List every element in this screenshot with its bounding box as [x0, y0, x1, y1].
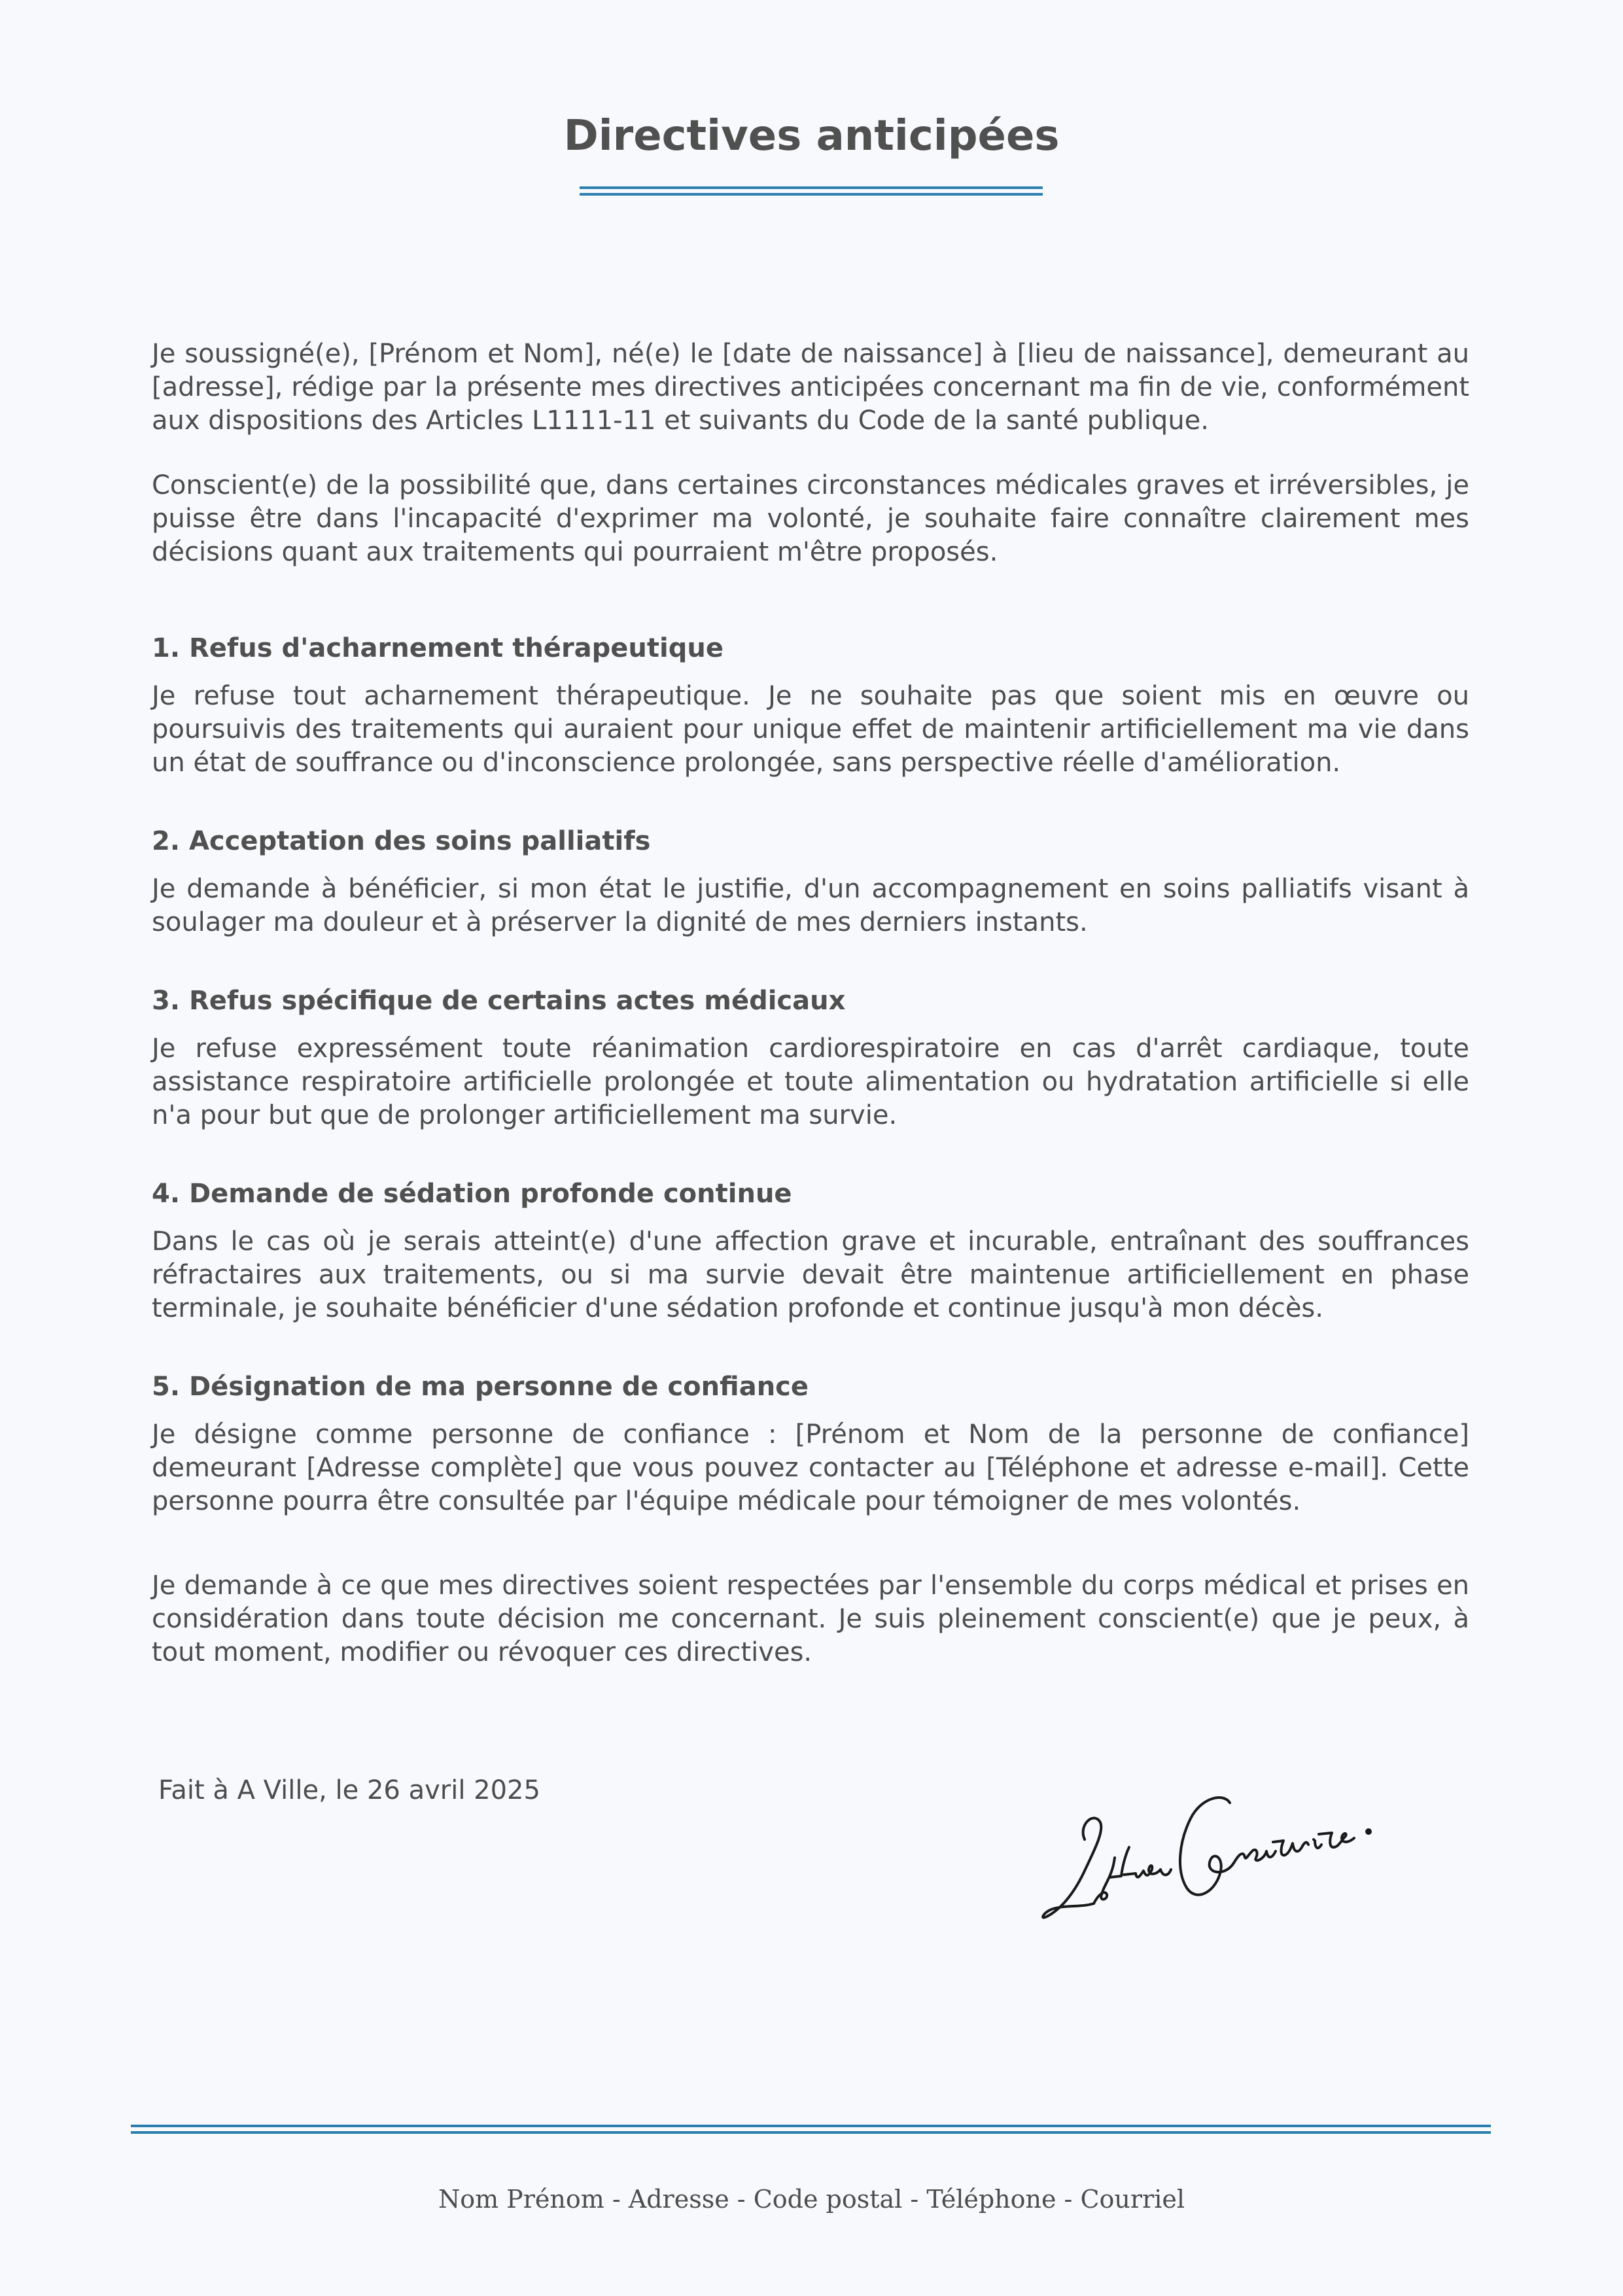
section-heading-3: 3. Refus spécifique de certains actes médicaux [152, 986, 846, 1016]
letter-body [152, 338, 1469, 1669]
section-heading-5: 5. Désignation de ma personne de confiance [152, 1372, 809, 1402]
footer-contact-line: Nom Prénom - Adresse - Code postal - Téléphone - Courriel [438, 2185, 1185, 2214]
conclusion-paragraph: Je demande à ce que mes directives soient respectées par l'ensemble du corps médical et prises en considération dans toute décision me concernant. Je suis pleinement conscient(e) que je peux, à tout moment, modifier ou révoquer ces directives. [152, 1571, 1469, 1667]
section-text-2: Je demande à bénéficier, si mon état le justifie, d'un accompagnement en soins palliatifs visant à soulager ma douleur et à préserver la dignité de mes derniers instants. [152, 874, 1469, 937]
title-rule-line-bottom [580, 193, 1043, 196]
title-double-rule [580, 186, 1043, 197]
page-title: Directives anticipées [563, 112, 1060, 160]
footer-double-rule [131, 2125, 1491, 2135]
section-text-4: Dans le cas où je serais atteint(e) d'une affection grave et incurable, entraînant des souffrances réfractaires aux traitements, ou si ma survie devait être maintenue artificiellement en phase terminale, je souhaite bénéficier d'une sédation profonde et continue jusqu'à mon décès. [152, 1226, 1469, 1323]
handwritten-signature [1034, 1779, 1387, 1930]
section-heading-2: 2. Acceptation des soins palliatifs [152, 826, 651, 856]
title-rule-line-top [580, 186, 1043, 189]
section-text-1: Je refuse tout acharnement thérapeutique. Je ne souhaite pas que soient mis en œuvre ou poursuivis des traitements qui auraient pour unique effet de maintenir artificiellement ma vie dans un état de souffrance ou d'inconscience prolongée, sans perspective réelle d'amélioration. [152, 681, 1469, 778]
intro-paragraph-context: Conscient(e) de la possibilité que, dans certaines circonstances médicales graves et irréversibles, je puisse être dans l'incapacité d'exprimer ma volonté, je souhaite faire connaître clairement mes décisions quant aux traitements qui pourraient m'être proposés. [152, 470, 1469, 567]
place-and-date: Fait à A Ville, le 26 avril 2025 [158, 1775, 540, 1805]
section-text-5: Je désigne comme personne de confiance : [Prénom et Nom de la personne de confiance] demeurant [Adresse complète] que vous pouvez contacter au [Téléphone et adresse e-mail]. Cette personne pourra être consultée par l'équipe médicale pour témoigner de mes volontés. [152, 1419, 1469, 1516]
section-heading-1: 1. Refus d'acharnement thérapeutique [152, 633, 724, 663]
footer-rule-line-top [131, 2125, 1491, 2127]
section-heading-4: 4. Demande de sédation profonde continue [152, 1179, 792, 1209]
intro-paragraph-identity: Je soussigné(e), [Prénom et Nom], né(e) le [date de naissance] à [lieu de naissance], demeurant au [adresse], rédige par la présente mes directives anticipées concernant ma fin de vie, conformément aux dispositions des Articles L1111-11 et suivants du Code de la santé publique. [152, 339, 1469, 436]
section-text-3: Je refuse expressément toute réanimation cardiorespiratoire en cas d'arrêt cardiaque, toute assistance respiratoire artificielle prolongée et toute alimentation ou hydratation artificielle si elle n'a pour but que de prolonger artificiellement ma survie. [152, 1034, 1469, 1130]
footer-rule-line-bottom [131, 2131, 1491, 2134]
